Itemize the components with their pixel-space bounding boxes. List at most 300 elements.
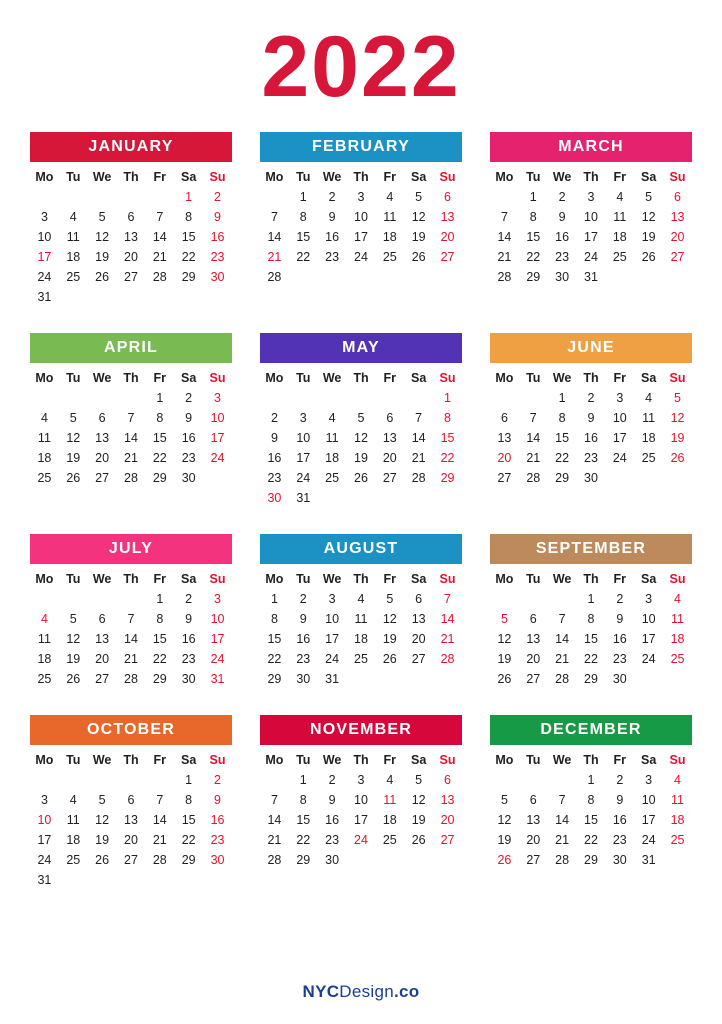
weekday-header-row — [260, 571, 462, 589]
day-cell: 8 — [299, 210, 307, 224]
weekday-label: Fr — [153, 572, 167, 586]
day-cell-empty — [117, 388, 146, 408]
day-cell: 15 — [296, 813, 311, 827]
day-cell: 17 — [296, 451, 311, 465]
weekday-label: Tu — [296, 753, 311, 767]
day-cell: 10 — [612, 411, 627, 425]
day-cell-empty — [519, 770, 548, 790]
day-cell: 1 — [587, 592, 595, 606]
weekday-label: Th — [353, 170, 369, 184]
weekday-label: Mo — [495, 572, 514, 586]
weekday-label: Tu — [296, 170, 311, 184]
week-row — [30, 790, 232, 810]
month-block — [490, 534, 692, 689]
day-cell: 22 — [267, 652, 282, 666]
week-row — [30, 629, 232, 649]
week-row — [30, 448, 232, 468]
day-cell: 5 — [674, 391, 681, 405]
week-row — [260, 227, 462, 247]
week-row — [30, 247, 232, 267]
day-cell-empty — [404, 488, 433, 508]
week-row — [30, 388, 232, 408]
day-cell: 8 — [156, 612, 164, 626]
day-cell: 1 — [299, 190, 307, 204]
month-header: JUNE — [490, 333, 692, 363]
day-cell: 24 — [612, 451, 627, 465]
day-cell: 12 — [411, 793, 426, 807]
week-row — [260, 247, 462, 267]
day-cell: 12 — [66, 632, 81, 646]
day-cell-empty — [88, 287, 117, 307]
week-row — [490, 770, 692, 790]
week-row — [30, 408, 232, 428]
day-cell: 25 — [382, 250, 397, 264]
day-cell: 10 — [584, 210, 598, 224]
day-cell: 6 — [500, 411, 508, 425]
day-cell: 23 — [181, 451, 196, 465]
day-cell: 25 — [37, 672, 52, 686]
weekday-label: Tu — [66, 371, 81, 385]
weekday-label: Th — [353, 371, 369, 385]
day-cell-empty — [519, 388, 548, 408]
day-cell: 9 — [558, 210, 566, 224]
day-cell: 2 — [616, 773, 624, 787]
day-cell: 30 — [267, 491, 282, 505]
day-cell: 27 — [382, 471, 397, 485]
weekday-label: Fr — [613, 170, 627, 184]
day-cell: 20 — [440, 813, 455, 827]
day-cell: 3 — [40, 793, 48, 807]
day-cell: 14 — [555, 813, 570, 827]
day-cell: 14 — [555, 632, 570, 646]
day-cell: 1 — [270, 592, 278, 606]
day-cell: 19 — [411, 230, 426, 244]
day-cell: 25 — [670, 652, 685, 666]
day-cell: 22 — [152, 451, 167, 465]
day-cell: 21 — [526, 451, 541, 465]
day-cell: 5 — [500, 793, 508, 807]
weekday-label: Th — [123, 371, 139, 385]
day-cell: 9 — [328, 793, 336, 807]
day-cell: 14 — [497, 230, 512, 244]
week-row — [490, 810, 692, 830]
weekday-label: Sa — [180, 572, 197, 586]
weekday-header-row — [260, 169, 462, 187]
weekday-label: Sa — [410, 753, 427, 767]
week-row — [30, 187, 232, 207]
day-cell: 6 — [415, 592, 423, 606]
day-cell: 28 — [267, 853, 282, 867]
day-cell: 20 — [497, 451, 512, 465]
day-cell: 20 — [95, 652, 110, 666]
day-cell: 22 — [584, 652, 598, 666]
weekday-header-row — [30, 370, 232, 388]
week-row — [490, 207, 692, 227]
day-cell: 2 — [616, 592, 624, 606]
day-cell: 15 — [526, 230, 541, 244]
day-cell: 28 — [152, 270, 167, 284]
day-cell: 19 — [497, 833, 512, 847]
month-table — [30, 752, 232, 890]
footer-brand: NYC — [302, 982, 340, 1001]
day-cell: 4 — [40, 612, 48, 626]
weekday-label: Mo — [35, 753, 54, 767]
day-cell: 11 — [37, 431, 51, 445]
day-cell: 28 — [152, 853, 167, 867]
day-cell: 14 — [124, 632, 138, 646]
day-cell: 15 — [181, 813, 196, 827]
day-cell: 24 — [325, 652, 340, 666]
day-cell: 9 — [616, 793, 624, 807]
day-cell: 3 — [587, 190, 595, 204]
month-block — [490, 715, 692, 890]
day-cell-empty — [404, 850, 433, 870]
day-cell: 30 — [584, 471, 598, 485]
day-cell: 22 — [296, 250, 311, 264]
day-cell-empty — [260, 187, 289, 207]
day-cell: 18 — [612, 230, 627, 244]
day-cell: 24 — [37, 853, 52, 867]
day-cell: 15 — [152, 431, 167, 445]
weekday-label: We — [552, 371, 572, 385]
day-cell: 7 — [500, 210, 508, 224]
weekday-header-row — [490, 752, 692, 770]
day-cell: 19 — [670, 431, 685, 445]
day-cell: 27 — [670, 250, 685, 264]
week-row — [30, 770, 232, 790]
day-cell: 3 — [214, 592, 221, 606]
day-cell: 16 — [181, 431, 196, 445]
day-cell: 17 — [641, 632, 656, 646]
day-cell: 16 — [325, 813, 340, 827]
day-cell: 18 — [325, 451, 340, 465]
day-cell: 8 — [185, 210, 193, 224]
week-row — [30, 589, 232, 609]
week-row — [260, 770, 462, 790]
day-cell: 25 — [382, 833, 397, 847]
day-cell-empty — [519, 589, 548, 609]
day-cell-empty — [88, 770, 117, 790]
day-cell: 23 — [555, 250, 570, 264]
day-cell: 27 — [95, 471, 110, 485]
day-cell: 23 — [181, 652, 196, 666]
day-cell: 19 — [497, 652, 512, 666]
day-cell: 12 — [411, 210, 426, 224]
day-cell-empty — [59, 187, 88, 207]
day-cell: 4 — [40, 411, 48, 425]
day-cell: 3 — [299, 411, 307, 425]
day-cell: 25 — [66, 270, 81, 284]
weekday-header-row — [30, 571, 232, 589]
day-cell-empty — [289, 388, 318, 408]
day-cell-empty — [347, 267, 376, 287]
week-row — [30, 428, 232, 448]
day-cell: 18 — [670, 813, 685, 827]
day-cell: 17 — [325, 632, 340, 646]
day-cell: 6 — [386, 411, 394, 425]
day-cell: 7 — [156, 210, 164, 224]
day-cell: 17 — [354, 230, 368, 244]
week-row — [490, 428, 692, 448]
day-cell: 26 — [66, 672, 81, 686]
weekday-label: Sa — [640, 371, 657, 385]
day-cell: 3 — [357, 190, 365, 204]
week-row — [260, 267, 462, 287]
week-row — [30, 609, 232, 629]
weekday-label: Tu — [526, 753, 541, 767]
weekday-label: Mo — [35, 170, 54, 184]
day-cell: 22 — [584, 833, 598, 847]
day-cell: 13 — [526, 813, 541, 827]
day-cell-empty — [145, 770, 174, 790]
day-cell: 6 — [127, 793, 135, 807]
day-cell: 14 — [267, 813, 282, 827]
footer-branding — [0, 982, 722, 1002]
day-cell: 6 — [444, 190, 451, 204]
day-cell: 26 — [497, 672, 512, 686]
month-table — [490, 370, 692, 488]
day-cell: 13 — [124, 230, 138, 244]
month-header: JULY — [30, 534, 232, 564]
weekday-header-row — [260, 370, 462, 388]
day-cell: 24 — [584, 250, 598, 264]
day-cell: 10 — [641, 793, 656, 807]
day-cell: 22 — [526, 250, 541, 264]
weekday-label: Fr — [613, 753, 627, 767]
day-cell: 6 — [98, 612, 106, 626]
day-cell: 26 — [670, 451, 685, 465]
weekday-label: We — [322, 371, 342, 385]
weekday-label: Su — [669, 572, 686, 586]
week-row — [260, 830, 462, 850]
week-row — [490, 267, 692, 287]
weekday-label: Th — [583, 371, 599, 385]
day-cell: 5 — [69, 411, 77, 425]
day-cell: 9 — [185, 411, 193, 425]
weekday-label: Tu — [526, 572, 541, 586]
week-row — [30, 468, 232, 488]
day-cell: 13 — [497, 431, 512, 445]
week-row — [30, 870, 232, 890]
day-cell: 5 — [98, 210, 106, 224]
day-cell: 1 — [587, 773, 595, 787]
weekday-label: Mo — [265, 170, 284, 184]
day-cell: 25 — [66, 853, 81, 867]
day-cell-empty — [203, 468, 232, 488]
day-cell: 9 — [185, 612, 193, 626]
day-cell: 9 — [587, 411, 595, 425]
week-row — [260, 428, 462, 448]
day-cell: 13 — [95, 632, 110, 646]
day-cell: 15 — [296, 230, 311, 244]
day-cell: 30 — [612, 853, 627, 867]
day-cell: 13 — [382, 431, 397, 445]
day-cell: 5 — [386, 592, 394, 606]
day-cell: 25 — [670, 833, 685, 847]
day-cell: 19 — [354, 451, 368, 465]
day-cell-empty — [433, 850, 462, 870]
day-cell: 8 — [444, 411, 451, 425]
day-cell: 5 — [415, 773, 423, 787]
day-cell: 14 — [267, 230, 282, 244]
day-cell: 21 — [267, 833, 282, 847]
week-row — [260, 609, 462, 629]
footer-tld: .co — [394, 982, 420, 1001]
week-row — [490, 448, 692, 468]
day-cell: 3 — [616, 391, 624, 405]
month-header: JANUARY — [30, 132, 232, 162]
day-cell: 8 — [587, 612, 595, 626]
day-cell-empty — [347, 669, 376, 689]
day-cell: 16 — [612, 632, 627, 646]
day-cell: 27 — [124, 270, 138, 284]
week-row — [30, 810, 232, 830]
day-cell: 29 — [181, 270, 196, 284]
day-cell-empty — [88, 388, 117, 408]
day-cell: 5 — [98, 793, 106, 807]
day-cell: 26 — [95, 853, 110, 867]
day-cell: 28 — [411, 471, 426, 485]
day-cell: 11 — [354, 612, 368, 626]
day-cell: 22 — [152, 652, 167, 666]
day-cell-empty — [145, 187, 174, 207]
month-header: SEPTEMBER — [490, 534, 692, 564]
day-cell: 20 — [124, 833, 138, 847]
day-cell-empty — [347, 388, 376, 408]
day-cell: 9 — [214, 793, 221, 807]
week-row — [260, 850, 462, 870]
weekday-label: Mo — [35, 572, 54, 586]
day-cell: 17 — [210, 632, 225, 646]
weekday-label: Su — [209, 170, 226, 184]
day-cell: 14 — [124, 431, 138, 445]
day-cell: 3 — [645, 773, 653, 787]
day-cell: 30 — [210, 853, 225, 867]
day-cell: 20 — [411, 632, 426, 646]
weekday-label: Sa — [410, 170, 427, 184]
day-cell-empty — [605, 468, 634, 488]
day-cell-empty — [634, 267, 663, 287]
day-cell: 23 — [267, 471, 282, 485]
day-cell: 5 — [645, 190, 653, 204]
week-row — [260, 388, 462, 408]
day-cell: 23 — [210, 833, 225, 847]
day-cell: 29 — [181, 853, 196, 867]
weekday-label: Th — [583, 170, 599, 184]
weekday-label: We — [322, 753, 342, 767]
weekday-label: Su — [669, 170, 686, 184]
day-cell: 26 — [95, 270, 110, 284]
day-cell: 10 — [210, 411, 225, 425]
weekday-label: We — [92, 753, 112, 767]
day-cell-empty — [433, 488, 462, 508]
day-cell: 8 — [529, 210, 537, 224]
day-cell: 24 — [354, 250, 368, 264]
footer-name: Design — [339, 982, 395, 1001]
weekday-label: Fr — [153, 753, 167, 767]
weekday-label: We — [92, 572, 112, 586]
day-cell: 7 — [156, 793, 164, 807]
day-cell: 3 — [214, 391, 221, 405]
day-cell: 31 — [584, 270, 598, 284]
weekday-label: Su — [669, 371, 686, 385]
day-cell: 17 — [210, 431, 225, 445]
day-cell: 26 — [354, 471, 368, 485]
weekday-label: Sa — [180, 371, 197, 385]
day-cell-empty — [663, 468, 692, 488]
weekday-label: Th — [353, 753, 369, 767]
day-cell: 18 — [382, 813, 397, 827]
day-cell: 12 — [95, 813, 110, 827]
week-row — [260, 488, 462, 508]
day-cell-empty — [375, 488, 404, 508]
day-cell: 21 — [152, 250, 167, 264]
day-cell: 11 — [613, 210, 627, 224]
day-cell-empty — [634, 669, 663, 689]
month-header: MARCH — [490, 132, 692, 162]
day-cell: 18 — [641, 431, 656, 445]
day-cell: 16 — [325, 230, 340, 244]
day-cell: 6 — [529, 612, 537, 626]
day-cell: 4 — [328, 411, 336, 425]
day-cell: 11 — [671, 793, 685, 807]
day-cell: 11 — [671, 612, 685, 626]
weekday-label: Sa — [640, 170, 657, 184]
day-cell: 28 — [526, 471, 541, 485]
day-cell: 10 — [354, 793, 368, 807]
day-cell: 24 — [37, 270, 52, 284]
day-cell-empty — [318, 267, 347, 287]
day-cell: 21 — [497, 250, 512, 264]
week-row — [490, 629, 692, 649]
day-cell: 15 — [152, 632, 167, 646]
day-cell: 7 — [529, 411, 537, 425]
day-cell: 12 — [95, 230, 110, 244]
week-row — [260, 408, 462, 428]
day-cell-empty — [663, 669, 692, 689]
day-cell: 11 — [66, 813, 80, 827]
day-cell: 6 — [127, 210, 135, 224]
day-cell-empty — [30, 388, 59, 408]
day-cell: 16 — [267, 451, 282, 465]
day-cell: 12 — [497, 813, 512, 827]
day-cell-empty — [347, 850, 376, 870]
day-cell: 20 — [124, 250, 138, 264]
day-cell: 29 — [584, 853, 598, 867]
week-row — [260, 810, 462, 830]
month-table — [260, 370, 462, 508]
day-cell: 22 — [181, 833, 196, 847]
day-cell: 26 — [411, 250, 426, 264]
day-cell: 25 — [641, 451, 656, 465]
day-cell-empty — [145, 287, 174, 307]
weekday-header-row — [490, 169, 692, 187]
day-cell: 19 — [411, 813, 426, 827]
weekday-label: Fr — [613, 572, 627, 586]
day-cell: 29 — [555, 471, 570, 485]
day-cell: 27 — [440, 833, 455, 847]
day-cell: 28 — [555, 853, 570, 867]
day-cell: 21 — [152, 833, 167, 847]
day-cell: 18 — [354, 632, 368, 646]
week-row — [260, 669, 462, 689]
weekday-label: Mo — [495, 371, 514, 385]
day-cell: 24 — [296, 471, 311, 485]
week-row — [30, 850, 232, 870]
day-cell: 29 — [296, 853, 311, 867]
day-cell: 24 — [354, 833, 368, 847]
day-cell: 21 — [411, 451, 426, 465]
